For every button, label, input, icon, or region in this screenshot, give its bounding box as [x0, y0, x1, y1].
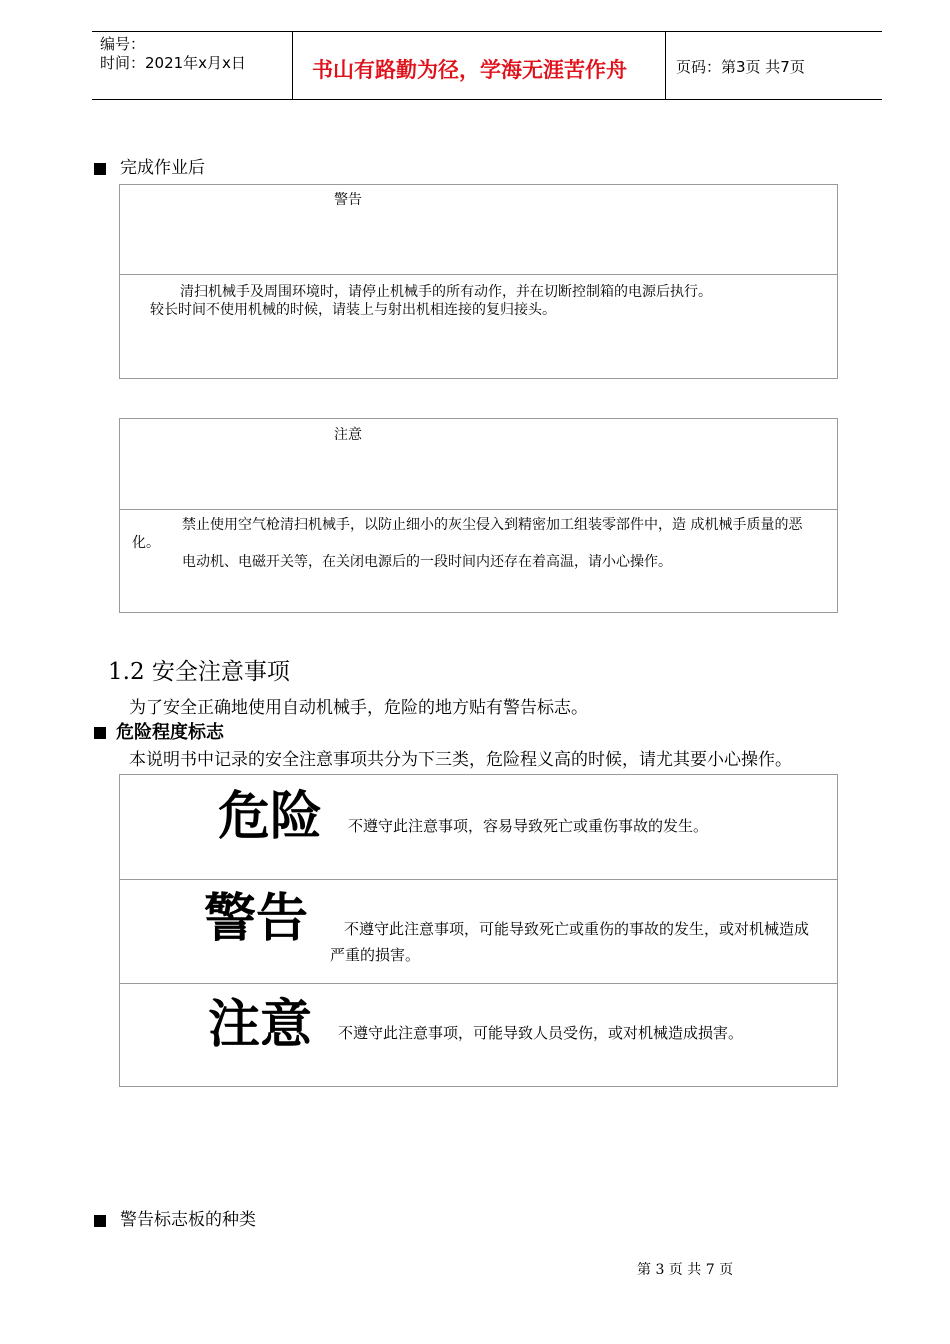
danger-levels-table: [119, 774, 838, 1087]
level-danger-desc: 不遵守此注意事项，容易导致死亡或重伤事故的发生。: [348, 817, 709, 835]
header-page-number: 页码：第3页 共7页: [676, 58, 805, 76]
sign-types-bullet: [94, 1209, 256, 1231]
level-warning-desc: 不遵守此注意事项，可能导致死亡或重伤的事故的发生，或对机械造成严重的损害。: [330, 920, 810, 964]
caution-box: [119, 418, 838, 613]
caution-box-line-1: 禁止使用空气枪清扫机械手，以防止细小的灰尘侵入到精密加工组装零部件中，造 成机械手质量的恶化。: [132, 517, 803, 551]
warning-box-line-2: 较长时间不使用机械的时候，请装上与射出机相连接的复归接头。: [150, 302, 556, 318]
header-bottom-rule: [92, 99, 882, 100]
header-time: 时间：2021年x月x日: [100, 54, 246, 72]
danger-level-heading: [94, 722, 224, 744]
level-danger-word: 危险: [218, 787, 323, 847]
section-intro: 为了安全正确地使用自动机械手，危险的地方贴有警告标志。: [129, 698, 588, 718]
page-footer: 第 3 页 共 7 页: [637, 1262, 734, 1278]
after-work-label: 完成作业后: [120, 158, 205, 178]
levels-divider-2: [120, 983, 837, 984]
levels-divider-1: [120, 879, 837, 880]
header-motto: 书山有路勤为径，学海无涯苦作舟: [312, 58, 627, 82]
level-caution-word: 注意: [208, 995, 313, 1055]
warning-box-divider: [120, 274, 837, 275]
after-work-bullet: [94, 157, 205, 179]
section-title: 1.2 安全注意事项: [108, 659, 290, 685]
square-bullet-icon: [94, 1215, 106, 1227]
warning-box-line-1: 清扫机械手及周围环境时，请停止机械手的所有动作，并在切断控制箱的电源后执行。: [180, 284, 712, 300]
header-serial: 编号：: [100, 35, 146, 53]
caution-box-divider: [120, 509, 837, 510]
header-divider-left: [292, 31, 293, 100]
section-desc: 本说明书中记录的安全注意事项共分为下三类，危险程义高的时候，请尤其要小心操作。: [129, 750, 792, 770]
square-bullet-icon: [94, 727, 106, 739]
header-divider-right: [665, 31, 666, 100]
sign-types-label: 警告标志板的种类: [120, 1210, 256, 1230]
level-caution-desc: 不遵守此注意事项，可能导致人员受伤，或对机械造成损害。: [338, 1024, 744, 1042]
square-bullet-icon: [94, 163, 106, 175]
caution-box-title: 注意: [334, 427, 362, 443]
warning-box: [119, 184, 838, 379]
level-warning-word: 警告: [204, 889, 309, 949]
header-top-rule: [92, 31, 882, 32]
danger-level-heading-label: 危险程度标志: [116, 722, 224, 743]
warning-box-title: 警告: [334, 192, 362, 208]
caution-box-line-2: 电动机、电磁开关等，在关闭电源后的一段时间内还存在着高温，请小心操作。: [182, 554, 672, 570]
